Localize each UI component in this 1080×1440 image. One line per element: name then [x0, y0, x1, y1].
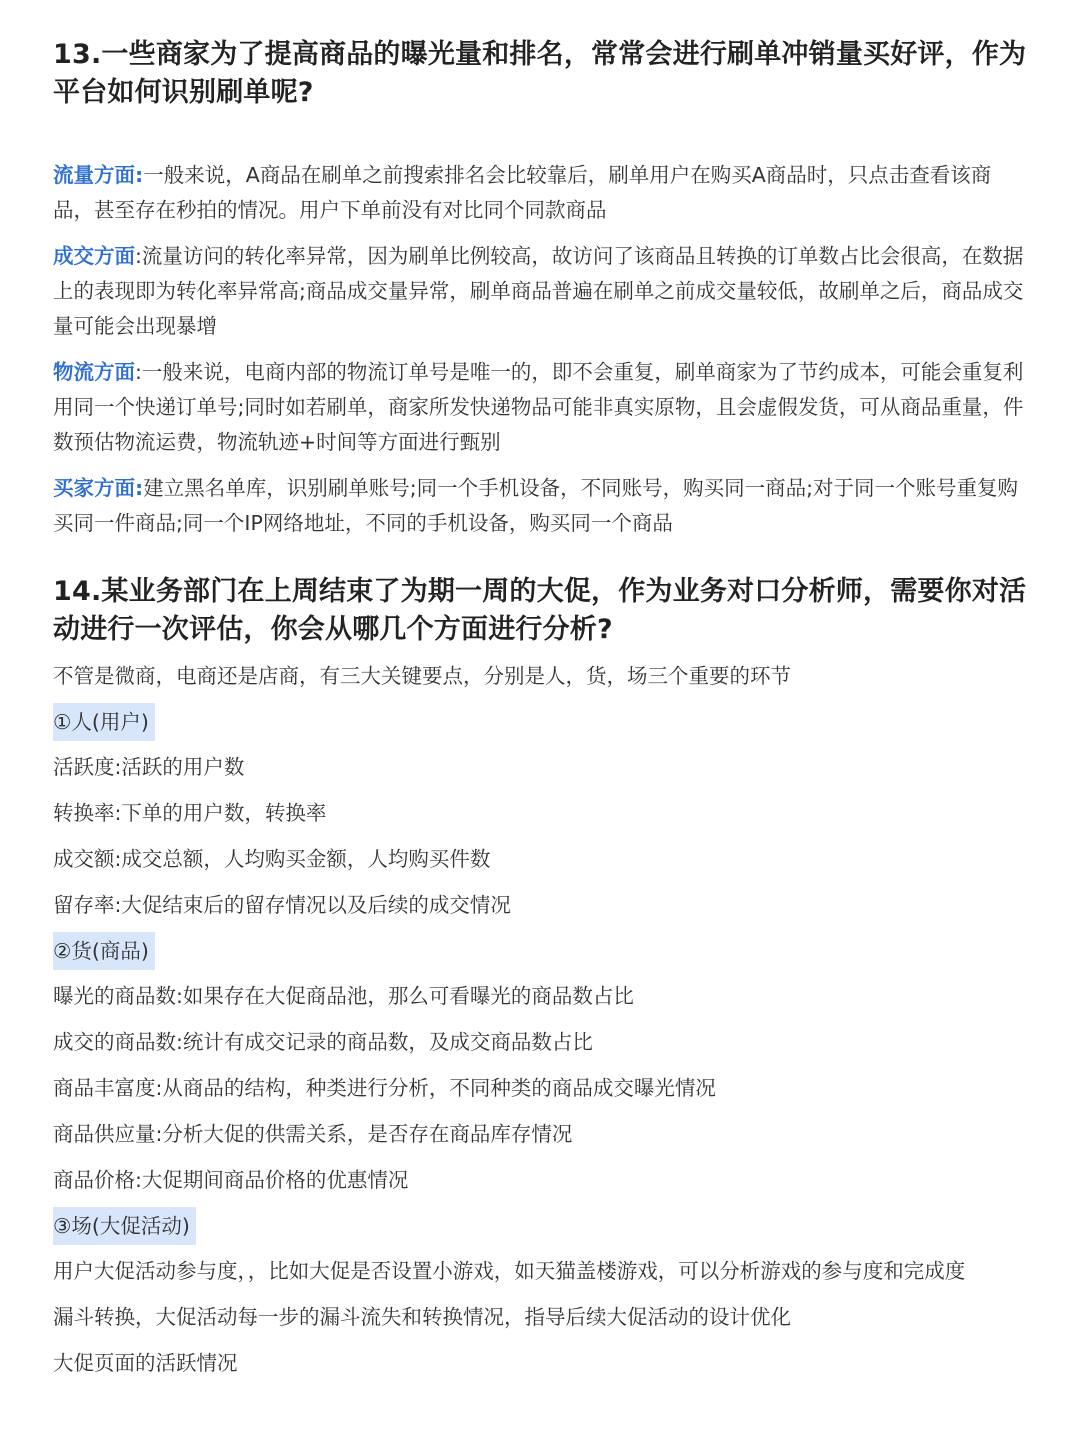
- q13-section-buyer: [53, 471, 1028, 541]
- list-item: 漏斗转换，大促活动每一步的漏斗流失和转换情况，指导后续大促活动的设计优化: [53, 1305, 791, 1329]
- q13-section-traffic: [53, 158, 1028, 228]
- section-text: :一般来说，电商内部的物流订单号是唯一的，即不会重复，刷单商家为了节约成本，可能会重复利用同一个快递订单号;同时如若刷单，商家所发快递物品可能非真实原物，且会虚假发货，可从商品重量，件数预估物流运费，物流轨迹+时间等方面进行甄别: [53, 360, 1024, 454]
- section-text: 建立黑名单库，识别刷单账号;同一个手机设备，不同账号，购买同一商品;对于同一个账号重复购买同一件商品;同一个IP网络地址，不同的手机设备，购买同一个商品: [53, 476, 1019, 535]
- list-item: 大促页面的活跃情况: [53, 1351, 238, 1375]
- list-item: 转换率:下单的用户数，转换率: [53, 801, 327, 825]
- q13-section-logistics: [53, 355, 1028, 460]
- group-tag: ③场(大促活动): [53, 1207, 196, 1245]
- list-item: 留存率:大促结束后的留存情况以及后续的成交情况: [53, 893, 511, 917]
- q13-section-transaction: [53, 239, 1028, 344]
- group-goods: [53, 932, 1028, 1198]
- question-13-title: 13.一些商家为了提高商品的曝光量和排名，常常会进行刷单冲销量买好评，作为平台如何识别刷单呢?: [53, 39, 1027, 108]
- question-14-title: 14.某业务部门在上周结束了为期一周的大促，作为业务对口分析师，需要你对活动进行一次评估，你会从哪几个方面进行分析?: [53, 576, 1027, 645]
- q14-intro: 不管是微商，电商还是店商，有三大关键要点，分别是人，货，场三个重要的环节: [53, 664, 791, 688]
- list-item: 用户大促活动参与度，，比如大促是否设置小游戏，如天猫盖楼游戏，可以分析游戏的参与度和完成度: [53, 1259, 966, 1283]
- section-lead: 成交方面: [53, 244, 135, 268]
- list-item: 活跃度:活跃的用户数: [53, 755, 245, 779]
- group-venue: [53, 1207, 1028, 1381]
- section-text: 一般来说，A商品在刷单之前搜索排名会比较靠后，刷单用户在购买A商品时，只点击查看该商品，甚至存在秒拍的情况。用户下单前没有对比同个同款商品: [53, 163, 992, 222]
- list-item: 商品丰富度:从商品的结构，种类进行分析，不同种类的商品成交曝光情况: [53, 1076, 716, 1100]
- group-people: [53, 703, 1028, 923]
- section-lead: 物流方面: [53, 360, 135, 384]
- section-text: :流量访问的转化率异常，因为刷单比例较高，故访问了该商品且转换的订单数占比会很高，在数据上的表现即为转化率异常高;商品成交量异常，刷单商品普遍在刷单之前成交量较低，故刷单之后，商品成交量可能会出现暴增: [53, 244, 1024, 338]
- group-tag: ①人(用户): [53, 703, 155, 741]
- list-item: 商品价格:大促期间商品价格的优惠情况: [53, 1168, 409, 1192]
- list-item: 成交额:成交总额，人均购买金额，人均购买件数: [53, 847, 491, 871]
- list-item: 曝光的商品数:如果存在大促商品池，那么可看曝光的商品数占比: [53, 984, 634, 1008]
- section-lead: 买家方面:: [53, 476, 144, 500]
- list-item: 成交的商品数:统计有成交记录的商品数，及成交商品数占比: [53, 1030, 593, 1054]
- group-tag: ②货(商品): [53, 932, 155, 970]
- list-item: 商品供应量:分析大促的供需关系，是否存在商品库存情况: [53, 1122, 573, 1146]
- section-lead: 流量方面:: [53, 163, 144, 187]
